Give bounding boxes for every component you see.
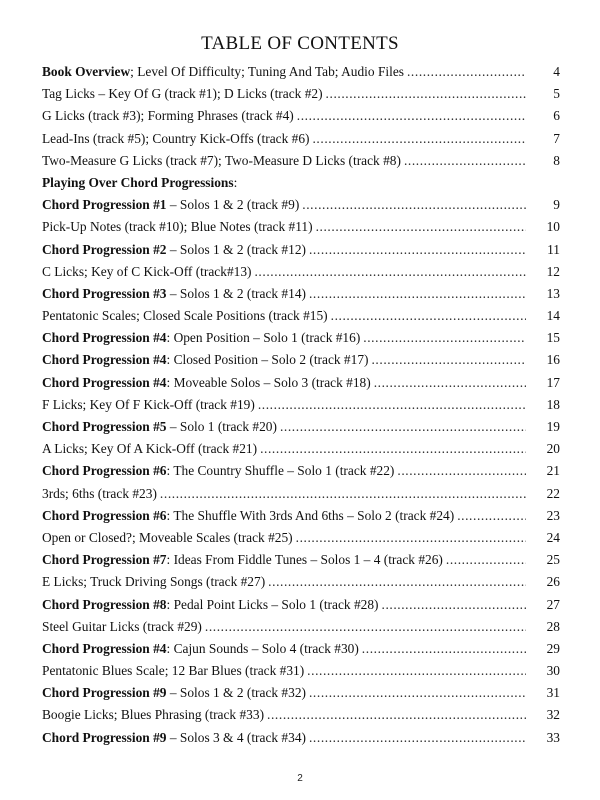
toc-entry [42, 419, 560, 441]
dot-leader [309, 286, 526, 302]
toc-entry-bold-label: Chord Progression #5 [42, 419, 167, 434]
toc-entry-text [42, 597, 526, 613]
toc-entry-text [42, 308, 526, 324]
toc-page-number: 9 [553, 197, 560, 213]
dot-leader [268, 574, 526, 590]
toc-entry-bold-label: Chord Progression #9 [42, 729, 167, 745]
toc-entry-label [42, 242, 306, 258]
dot-leader [267, 707, 526, 723]
toc-entry-rest-label: – Solos 1 & 2 (track #12) [166, 241, 306, 257]
toc-entry [42, 730, 560, 752]
toc-entry-text [42, 286, 526, 302]
toc-entry-text [42, 663, 526, 679]
toc-entry [42, 64, 560, 86]
toc-page-number: 8 [553, 152, 560, 168]
toc-entry-text [42, 375, 526, 391]
toc-entry-rest-label: : The Country Shuffle – Solo 1 (track #22) [166, 463, 395, 479]
toc-entry-rest-label: C Licks; Key of C Kick-Off (track#13) [42, 263, 252, 279]
toc-entry-label [42, 308, 328, 324]
toc-entry [42, 597, 560, 619]
toc-page-number: 21 [546, 463, 560, 479]
toc-entry [42, 219, 560, 241]
toc-entry-label [42, 108, 294, 124]
toc-entry-text [42, 153, 526, 169]
toc-entry-label [42, 419, 277, 435]
dot-leader [254, 264, 526, 280]
toc-entry [42, 707, 560, 729]
toc-entry-label [42, 685, 306, 701]
toc-entry-rest-label: : Ideas From Fiddle Tunes – Solos 1 – 4 (track #26) [166, 552, 443, 568]
toc-page-number: 16 [546, 352, 560, 368]
toc-entry-bold-label: Chord Progression #4 [42, 374, 167, 390]
toc-entry-label [42, 441, 257, 457]
toc-entry-text [42, 242, 526, 258]
dot-leader [404, 153, 526, 169]
toc-entry-text [42, 441, 526, 457]
toc-entry-bold-label: Playing Over Chord Progressions [42, 174, 234, 190]
toc-entry-label [42, 219, 313, 235]
toc-entry-label [42, 619, 202, 635]
toc-entry-rest-label: Pick-Up Notes (track #10); Blue Notes (track #11) [42, 219, 313, 235]
toc-entry-label [42, 64, 404, 80]
toc-entry-text [42, 219, 526, 235]
dot-leader [258, 397, 526, 413]
toc-entry-text [42, 552, 526, 568]
toc-entry-rest-label: : The Shuffle With 3rds And 6ths – Solo 2 (track #24) [166, 507, 455, 523]
toc-entry [42, 375, 560, 397]
toc-entry-bold-label: Chord Progression #1 [42, 197, 167, 213]
toc-entry-label [42, 486, 157, 502]
toc-entry-label [42, 375, 371, 391]
toc-entry-rest-label: – Solos 1 & 2 (track #9) [166, 197, 300, 213]
toc-entry-label [42, 463, 394, 479]
toc-entry-rest-label: – Solos 3 & 4 (track #34) [166, 729, 306, 745]
dot-leader [309, 685, 526, 701]
dot-leader [297, 108, 526, 124]
toc-entry-text [42, 486, 526, 502]
toc-page-number: 33 [546, 729, 560, 745]
toc-entry-rest-label: : Pedal Point Licks – Solo 1 (track #28) [166, 596, 379, 612]
dot-leader [316, 219, 526, 235]
toc-entry [42, 641, 560, 663]
dot-leader [296, 530, 526, 546]
toc-entry-text [42, 463, 526, 479]
toc-entry-rest-label: Steel Guitar Licks (track #29) [42, 618, 202, 634]
toc-entry-rest-label: : Closed Position – Solo 2 (track #17) [166, 352, 369, 368]
toc-entry [42, 463, 560, 485]
toc-entry-label [42, 175, 237, 191]
toc-entry-bold-label: Book Overview [42, 64, 131, 79]
dot-leader [260, 441, 526, 457]
toc-entry-rest-label: Boogie Licks; Blues Phrasing (track #33) [42, 707, 265, 723]
toc-page-number: 10 [546, 219, 560, 235]
toc-entry [42, 352, 560, 374]
dot-leader [312, 131, 526, 147]
toc-entry-rest-label: Two-Measure G Licks (track #7); Two-Measure D Licks (track #8) [42, 152, 401, 168]
toc-page-number: 27 [546, 596, 560, 612]
toc-page-number: 25 [546, 552, 560, 568]
toc-entry-label [42, 707, 264, 723]
toc-entry [42, 264, 560, 286]
table-of-contents [42, 64, 560, 752]
dot-leader [457, 508, 526, 524]
toc-entry-text [42, 197, 526, 213]
dot-leader [363, 330, 526, 346]
toc-page-number: 15 [546, 330, 560, 346]
toc-entry-bold-label: Chord Progression #4 [42, 352, 167, 368]
dot-leader [309, 242, 526, 258]
dot-leader [362, 641, 526, 657]
toc-entry-label [42, 131, 309, 147]
toc-entry-label [42, 730, 306, 746]
toc-entry [42, 242, 560, 264]
toc-entry-rest-label: ; Level Of Difficulty; Tuning And Tab; Audio Files [130, 64, 404, 79]
toc-entry-text [42, 619, 526, 635]
toc-entry-label [42, 663, 304, 679]
toc-entry-label [42, 641, 359, 657]
toc-entry-text [42, 64, 526, 80]
toc-entry-text [42, 730, 526, 746]
toc-entry-text [42, 175, 526, 191]
toc-entry [42, 330, 560, 352]
toc-entry-bold-label: Chord Progression #7 [42, 552, 167, 568]
toc-entry [42, 397, 560, 419]
toc-page-number: 30 [546, 663, 560, 679]
toc-entry-label [42, 153, 401, 169]
toc-page-number: 26 [546, 574, 560, 590]
toc-entry [42, 441, 560, 463]
toc-entry-bold-label: Chord Progression #3 [42, 285, 167, 301]
toc-entry-text [42, 707, 526, 723]
dot-leader [397, 463, 526, 479]
toc-entry-text [42, 108, 526, 124]
toc-page-number: 14 [546, 308, 560, 324]
toc-entry [42, 86, 560, 108]
toc-entry-rest-label: – Solo 1 (track #20) [166, 419, 277, 434]
toc-entry-rest-label: Lead-Ins (track #5); Country Kick-Offs (track #6) [42, 130, 310, 146]
dot-leader [446, 552, 526, 568]
toc-entry [42, 508, 560, 530]
toc-entry-rest-label: G Licks (track #3); Forming Phrases (track #4) [42, 108, 294, 124]
dot-leader [160, 486, 526, 502]
toc-page-number: 18 [546, 396, 560, 412]
toc-entry-text [42, 641, 526, 657]
dot-leader [407, 64, 526, 80]
toc-entry-label [42, 86, 323, 102]
toc-entry-rest-label: : [233, 174, 238, 190]
toc-entry-text [42, 530, 526, 546]
toc-entry-label [42, 574, 265, 590]
dot-leader [374, 375, 526, 391]
dot-leader [307, 663, 526, 679]
toc-entry-label [42, 352, 368, 368]
toc-page-number: 19 [546, 419, 560, 434]
toc-entry [42, 131, 560, 153]
dot-leader [302, 197, 526, 213]
dot-leader [371, 352, 526, 368]
toc-entry-bold-label: Chord Progression #6 [42, 507, 167, 523]
toc-entry-bold-label: Chord Progression #2 [42, 241, 167, 257]
page-number: 2 [297, 773, 303, 784]
toc-entry-rest-label: : Moveable Solos – Solo 3 (track #18) [166, 374, 371, 390]
toc-page-number: 6 [553, 108, 560, 124]
toc-entry-label [42, 597, 379, 613]
toc-entry-rest-label: 3rds; 6ths (track #23) [42, 485, 157, 501]
section-heading [42, 175, 560, 197]
toc-entry [42, 286, 560, 308]
dot-leader [382, 597, 527, 613]
toc-entry [42, 108, 560, 130]
toc-entry-text [42, 508, 526, 524]
toc-entry-label [42, 397, 255, 413]
toc-entry-rest-label: Open or Closed?; Moveable Scales (track #25) [42, 529, 293, 545]
toc-entry [42, 552, 560, 574]
toc-entry-text [42, 330, 526, 346]
toc-entry [42, 486, 560, 508]
toc-page-number: 20 [546, 441, 560, 457]
toc-page-number: 5 [553, 86, 560, 102]
toc-entry-text [42, 419, 526, 435]
toc-entry-bold-label: Chord Progression #4 [42, 640, 167, 656]
toc-entry-text [42, 131, 526, 147]
toc-page-number: 23 [546, 507, 560, 523]
toc-entry-rest-label: Pentatonic Blues Scale; 12 Bar Blues (track #31) [42, 663, 305, 679]
toc-entry-label [42, 508, 454, 524]
toc-entry-rest-label: : Cajun Sounds – Solo 4 (track #30) [166, 640, 359, 656]
toc-entry [42, 574, 560, 596]
toc-entry-bold-label: Chord Progression #9 [42, 685, 167, 701]
toc-entry [42, 153, 560, 175]
toc-entry [42, 308, 560, 330]
toc-page-number: 31 [546, 685, 560, 701]
toc-entry-label [42, 286, 306, 302]
toc-entry-rest-label: Tag Licks – Key Of G (track #1); D Licks (track #2) [42, 86, 323, 102]
toc-entry-text [42, 86, 526, 102]
toc-entry-rest-label: F Licks; Key Of F Kick-Off (track #19) [42, 396, 255, 412]
toc-page-number: 24 [546, 529, 560, 545]
toc-entry-rest-label: A Licks; Key Of A Kick-Off (track #21) [42, 441, 258, 457]
dot-leader [309, 730, 526, 746]
toc-entry-text [42, 685, 526, 701]
toc-page-number: 11 [547, 241, 560, 257]
toc-page-number: 7 [553, 130, 560, 146]
toc-entry-bold-label: Chord Progression #6 [42, 463, 167, 479]
toc-entry-label [42, 552, 443, 568]
toc-entry-bold-label: Chord Progression #4 [42, 330, 167, 346]
toc-page-number: 13 [546, 285, 560, 301]
toc-entry-rest-label: : Open Position – Solo 1 (track #16) [166, 330, 361, 346]
toc-entry-text [42, 264, 526, 280]
toc-entry-bold-label: Chord Progression #8 [42, 596, 167, 612]
toc-entry-rest-label: – Solos 1 & 2 (track #32) [166, 685, 306, 701]
toc-page-number: 22 [546, 485, 560, 501]
toc-page-number: 32 [546, 707, 560, 723]
toc-entry-rest-label: Pentatonic Scales; Closed Scale Positions (track #15) [42, 308, 328, 324]
toc-entry-label [42, 530, 293, 546]
toc-page-number: 28 [546, 618, 560, 634]
toc-entry-label [42, 330, 360, 346]
toc-entry [42, 663, 560, 685]
toc-entry [42, 619, 560, 641]
toc-entry-rest-label: – Solos 1 & 2 (track #14) [166, 285, 306, 301]
toc-entry-rest-label: E Licks; Truck Driving Songs (track #27) [42, 574, 266, 590]
toc-entry-text [42, 397, 526, 413]
toc-entry [42, 197, 560, 219]
toc-entry [42, 530, 560, 552]
page-title: TABLE OF CONTENTS [201, 33, 399, 54]
toc-entry [42, 685, 560, 707]
toc-page-number: 12 [546, 263, 560, 279]
dot-leader [326, 86, 526, 102]
dot-leader [205, 619, 526, 635]
toc-entry-text [42, 574, 526, 590]
dot-leader [280, 419, 526, 435]
toc-entry-text [42, 352, 526, 368]
toc-page-number: 17 [546, 374, 560, 390]
toc-page-number: 4 [553, 64, 560, 79]
toc-entry-label [42, 264, 251, 280]
toc-page-number: 29 [546, 640, 560, 656]
toc-entry-label [42, 197, 299, 213]
dot-leader [331, 308, 526, 324]
